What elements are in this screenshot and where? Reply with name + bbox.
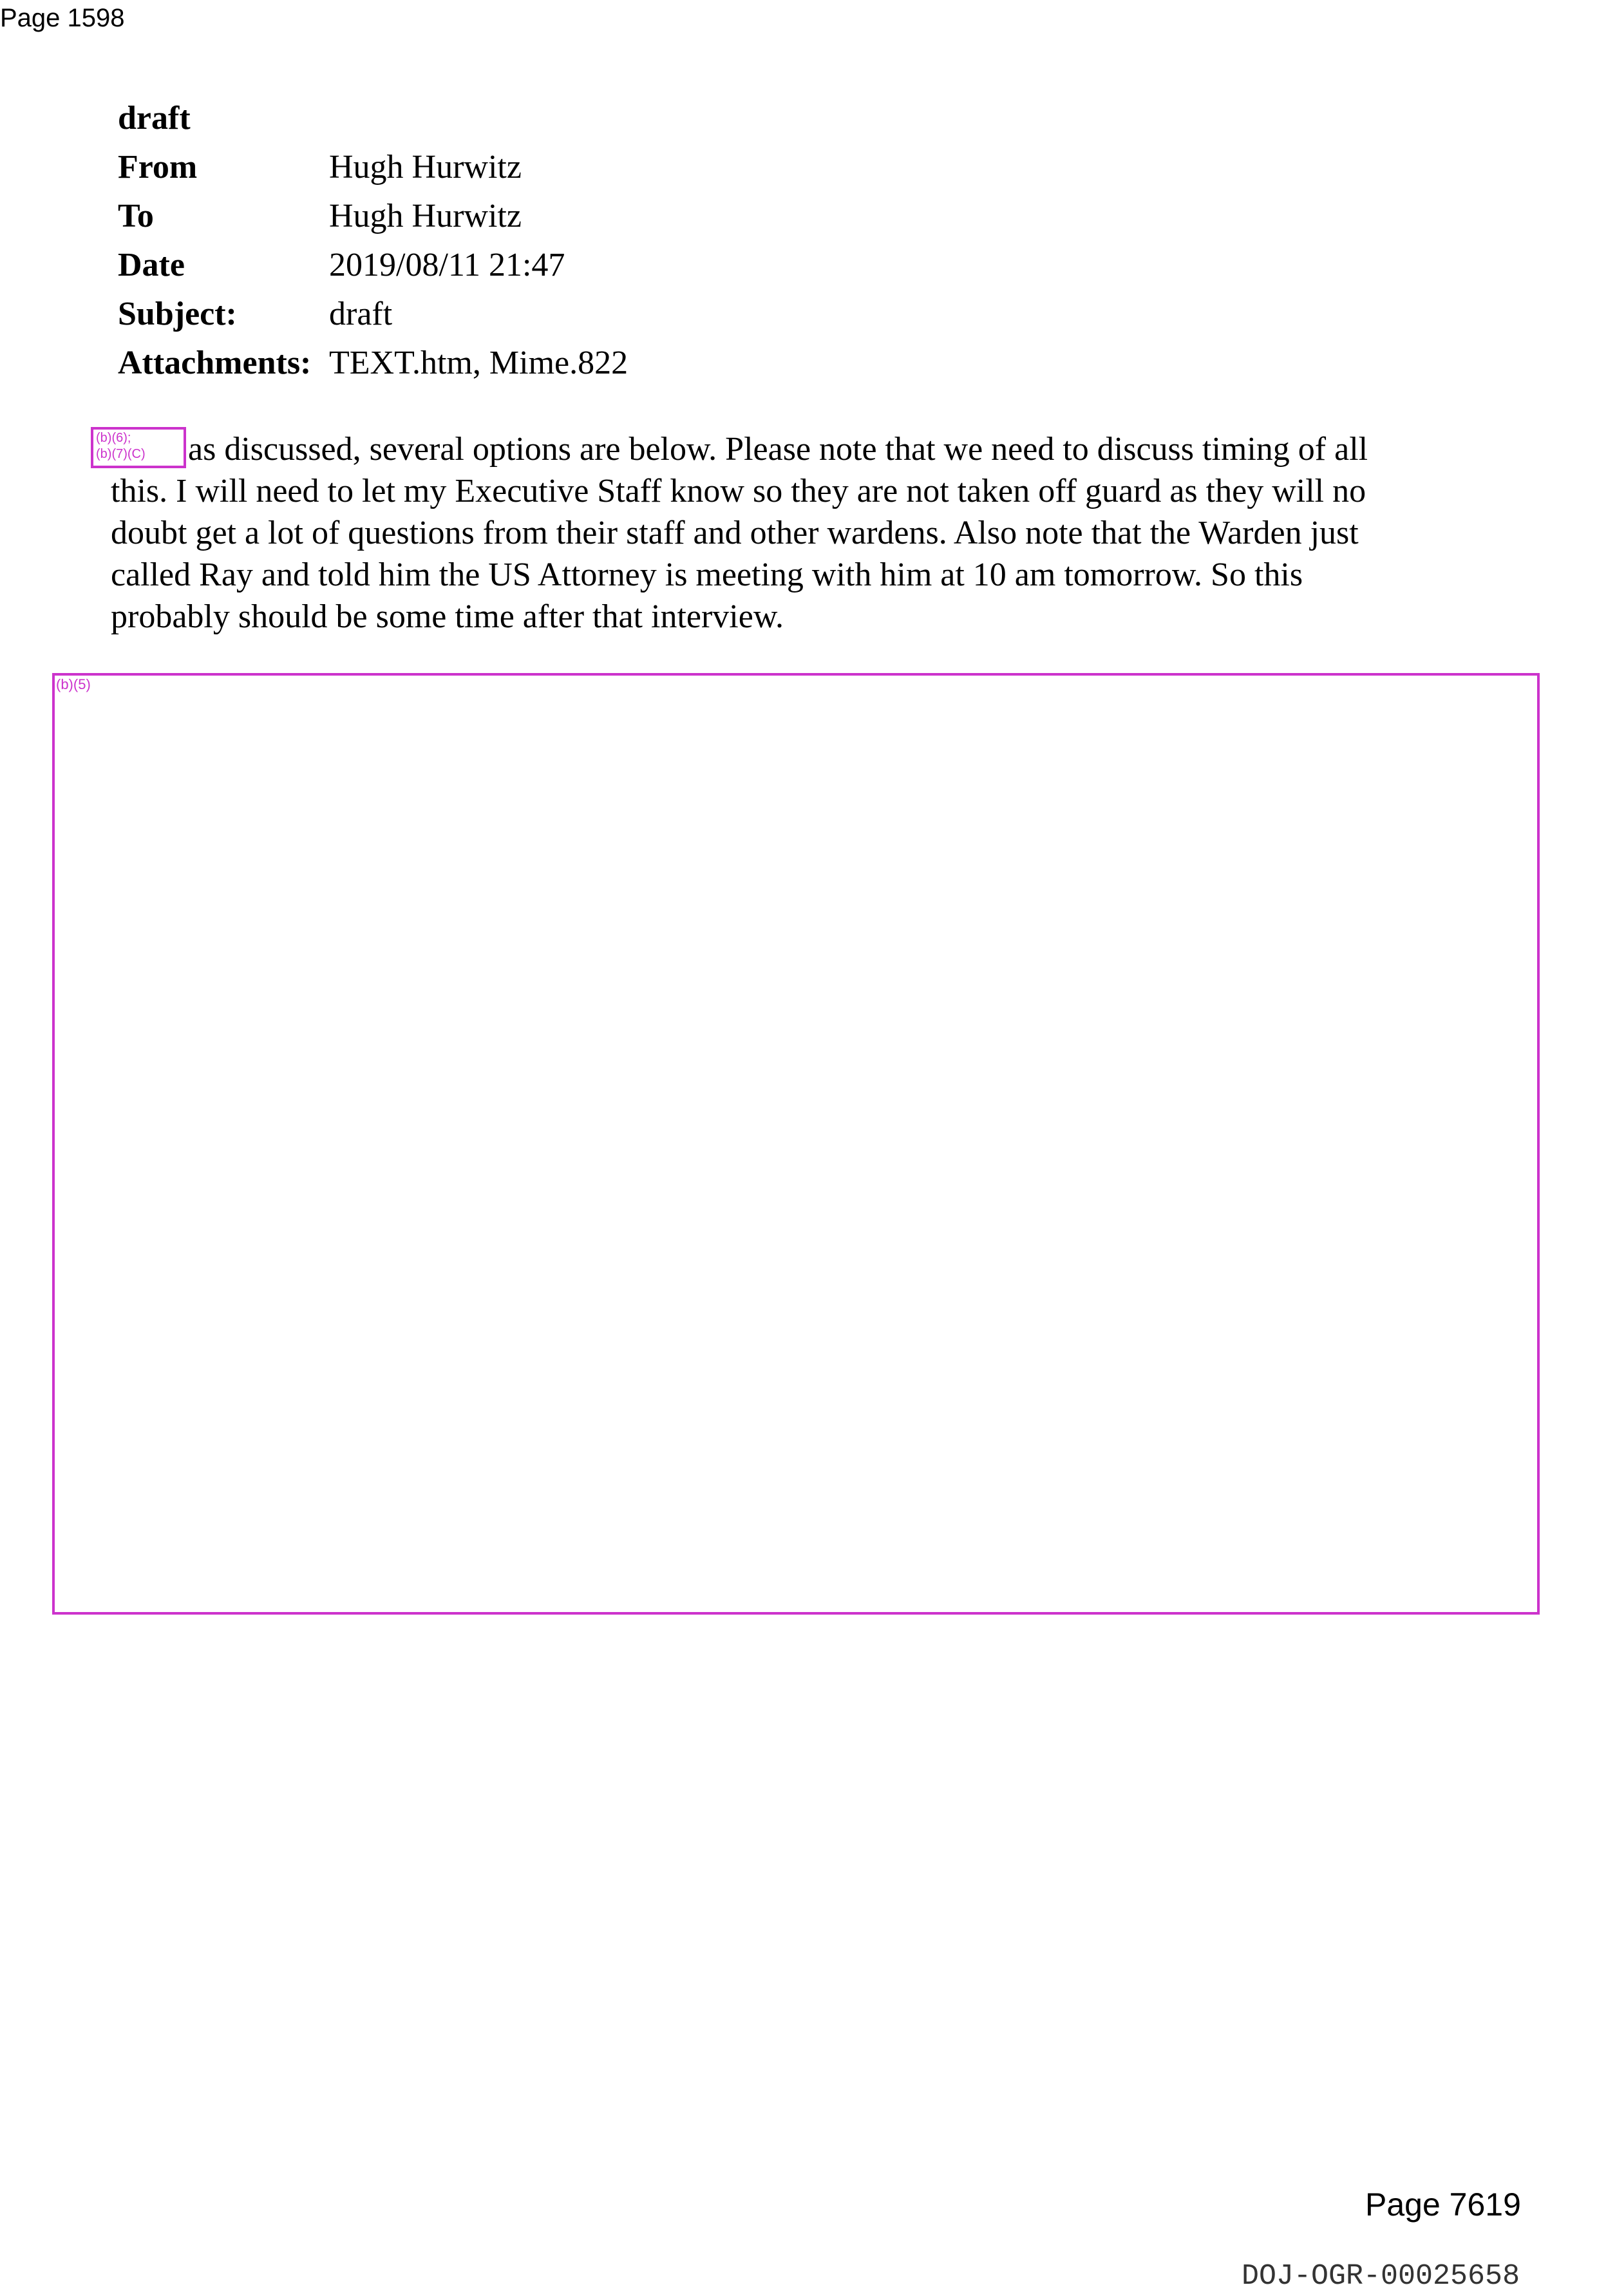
redaction-box-options — [52, 673, 1540, 1615]
redaction-box-name — [91, 427, 186, 468]
redaction-code-b6: (b)(6); — [96, 431, 131, 445]
header-label-to: To — [118, 198, 154, 234]
redaction-code-b5: (b)(5) — [56, 676, 91, 692]
bates-number: DOJ-OGR-00025658 — [1242, 2260, 1520, 2293]
header-label-subject: Subject: — [118, 296, 237, 332]
body-line: doubt get a lot of questions from their staff and other wardens. Also note that the Warden just — [111, 515, 1359, 551]
body-line — [111, 428, 1515, 470]
body-line: called Ray and told him the US Attorney is meeting with him at 10 am tomorrow. So this — [111, 556, 1303, 593]
header-value-to: Hugh Hurwitz — [329, 198, 522, 234]
header-value-attachments: TEXT.htm, Mime.822 — [329, 345, 628, 381]
body-line: probably should be some time after that interview. — [111, 598, 784, 635]
page-number-top: Page 1598 — [0, 4, 125, 32]
email-title: draft — [118, 100, 191, 137]
header-value-subject: draft — [329, 296, 393, 332]
email-body — [111, 428, 1515, 638]
header-label-date: Date — [118, 247, 185, 283]
header-value-date: 2019/08/11 21:47 — [329, 247, 565, 283]
header-value-from: Hugh Hurwitz — [329, 149, 522, 185]
page-number-bottom: Page 7619 — [1365, 2187, 1521, 2223]
body-line: this. I will need to let my Executive Staff know so they are not taken off guard as they will no — [111, 473, 1366, 509]
header-label-from: From — [118, 149, 198, 185]
redaction-code-b7c: (b)(7)(C) — [96, 447, 146, 461]
header-label-attachments: Attachments: — [118, 345, 312, 381]
body-line-text: as discussed, several options are below. Please note that we need to discuss timing of all — [188, 431, 1368, 468]
